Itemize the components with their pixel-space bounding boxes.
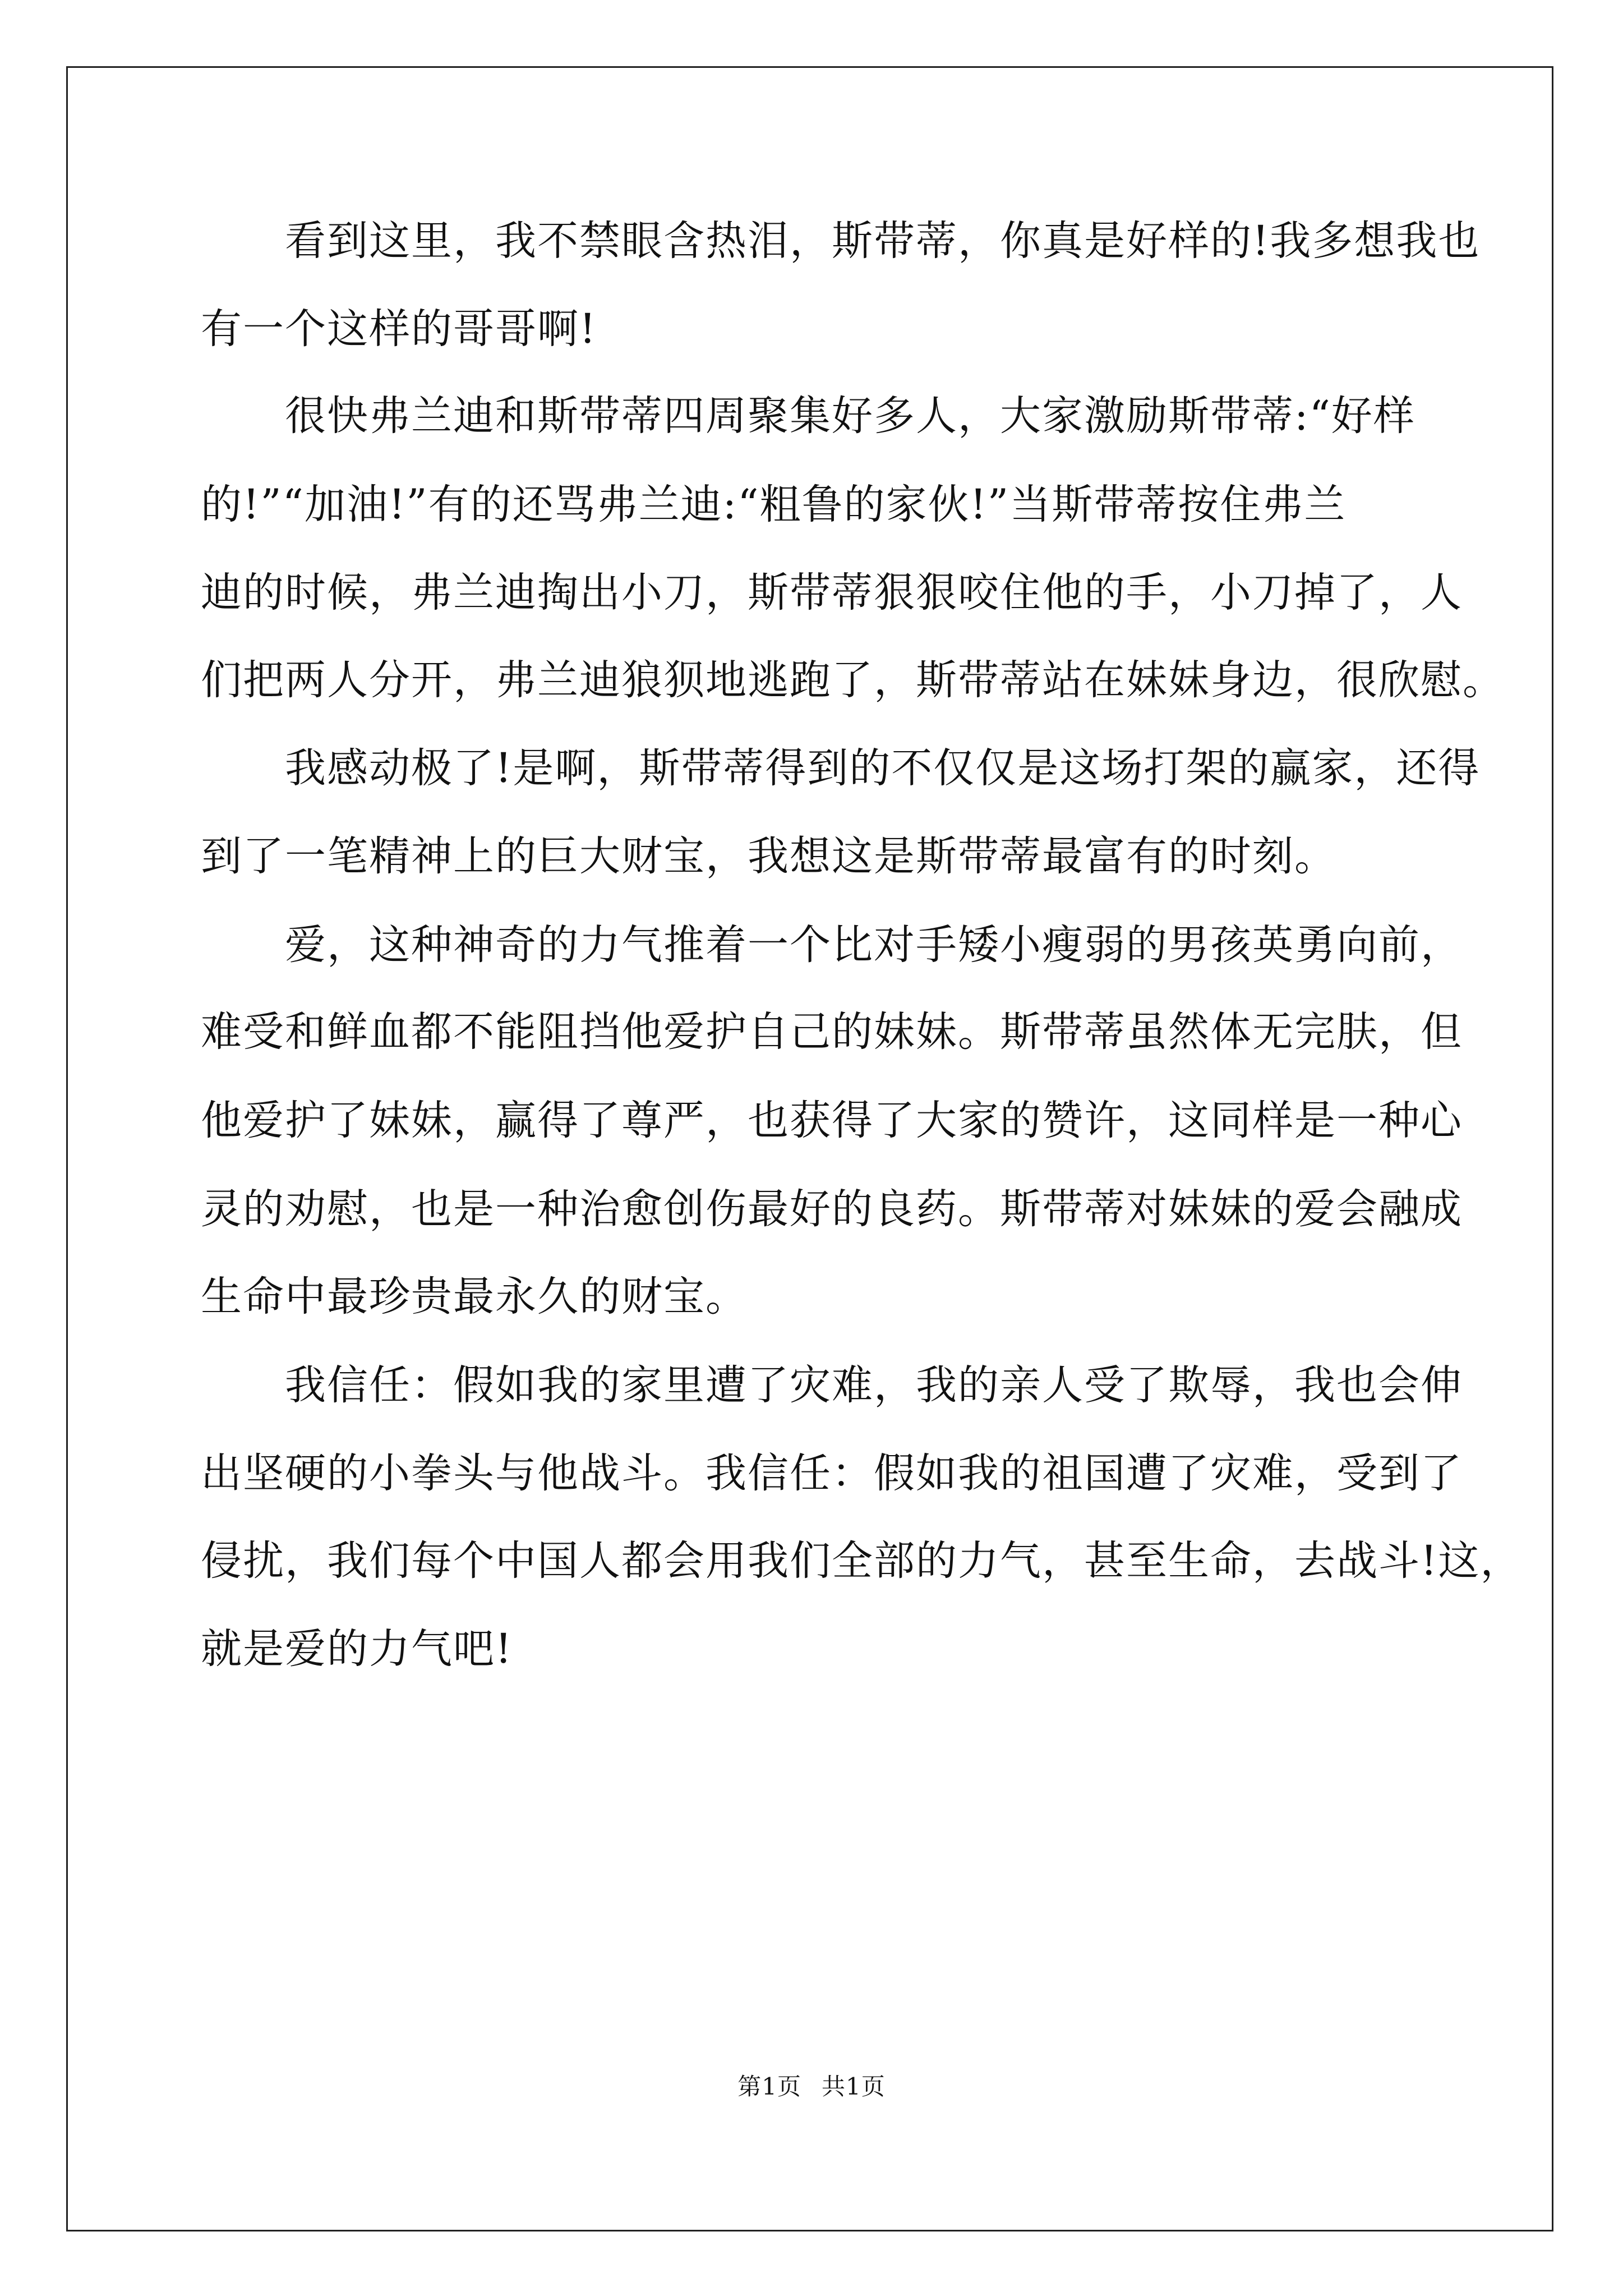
paragraph-4-line-4: 灵的劝慰，也是一种治愈创伤最好的良药。斯带蒂对妹妹的爱会融成 [201,1185,1463,1233]
paragraph-2-line-4: 们把两人分开，弗兰迪狼狈地逃跑了，斯带蒂站在妹妹身边，很欣慰。 [201,656,1505,704]
paragraph-1-line-1: 看到这里，我不禁眼含热泪，斯带蒂，你真是好样的!我多想我也 [285,217,1481,265]
paragraph-3-line-2: 到了一笔精神上的巨大财宝，我想这是斯带蒂最富有的时刻。 [201,832,1336,880]
page-number: 第1页 [737,2073,801,2100]
paragraph-2-line-1: 很快弗兰迪和斯带蒂四周聚集好多人，大家激励斯带蒂:“好样 [285,392,1415,440]
page-total: 共1页 [822,2073,886,2100]
paragraph-2-line-3: 迪的时候，弗兰迪掏出小刀，斯带蒂狠狠咬住他的手，小刀掉了，人 [201,569,1463,616]
paragraph-4-line-5: 生命中最珍贵最永久的财宝。 [201,1273,748,1320]
paragraph-3-line-1: 我感动极了!是啊，斯带蒂得到的不仅仅是这场打架的赢家，还得 [285,744,1481,792]
paragraph-5-line-4: 就是爱的力气吧! [201,1625,513,1673]
paragraph-5-line-2: 出坚硬的小拳头与他战斗。我信任：假如我的祖国遭了灾难，受到了 [201,1450,1463,1497]
paragraph-4-line-1: 爱，这种神奇的力气推着一个比对手矮小瘦弱的男孩英勇向前， [285,921,1463,969]
paragraph-4-line-3: 他爱护了妹妹，赢得了尊严，也获得了大家的赞许，这同样是一种心 [201,1097,1463,1144]
paragraph-4-line-2: 难受和鲜血都不能阻挡他爱护自己的妹妹。斯带蒂虽然体无完肤，但 [201,1008,1463,1056]
page-footer [0,2070,1623,2104]
paragraph-5-line-3: 侵扰，我们每个中国人都会用我们全部的力气，甚至生命，去战斗!这， [201,1537,1523,1585]
paragraph-1-line-2: 有一个这样的哥哥啊! [201,305,597,353]
paragraph-5-line-1: 我信任：假如我的家里遭了灾难，我的亲人受了欺辱，我也会伸 [285,1361,1463,1409]
paragraph-2-line-2: 的!”“加油!”有的还骂弗兰迪:“粗鲁的家伙!”当斯带蒂按住弗兰 [201,481,1347,528]
